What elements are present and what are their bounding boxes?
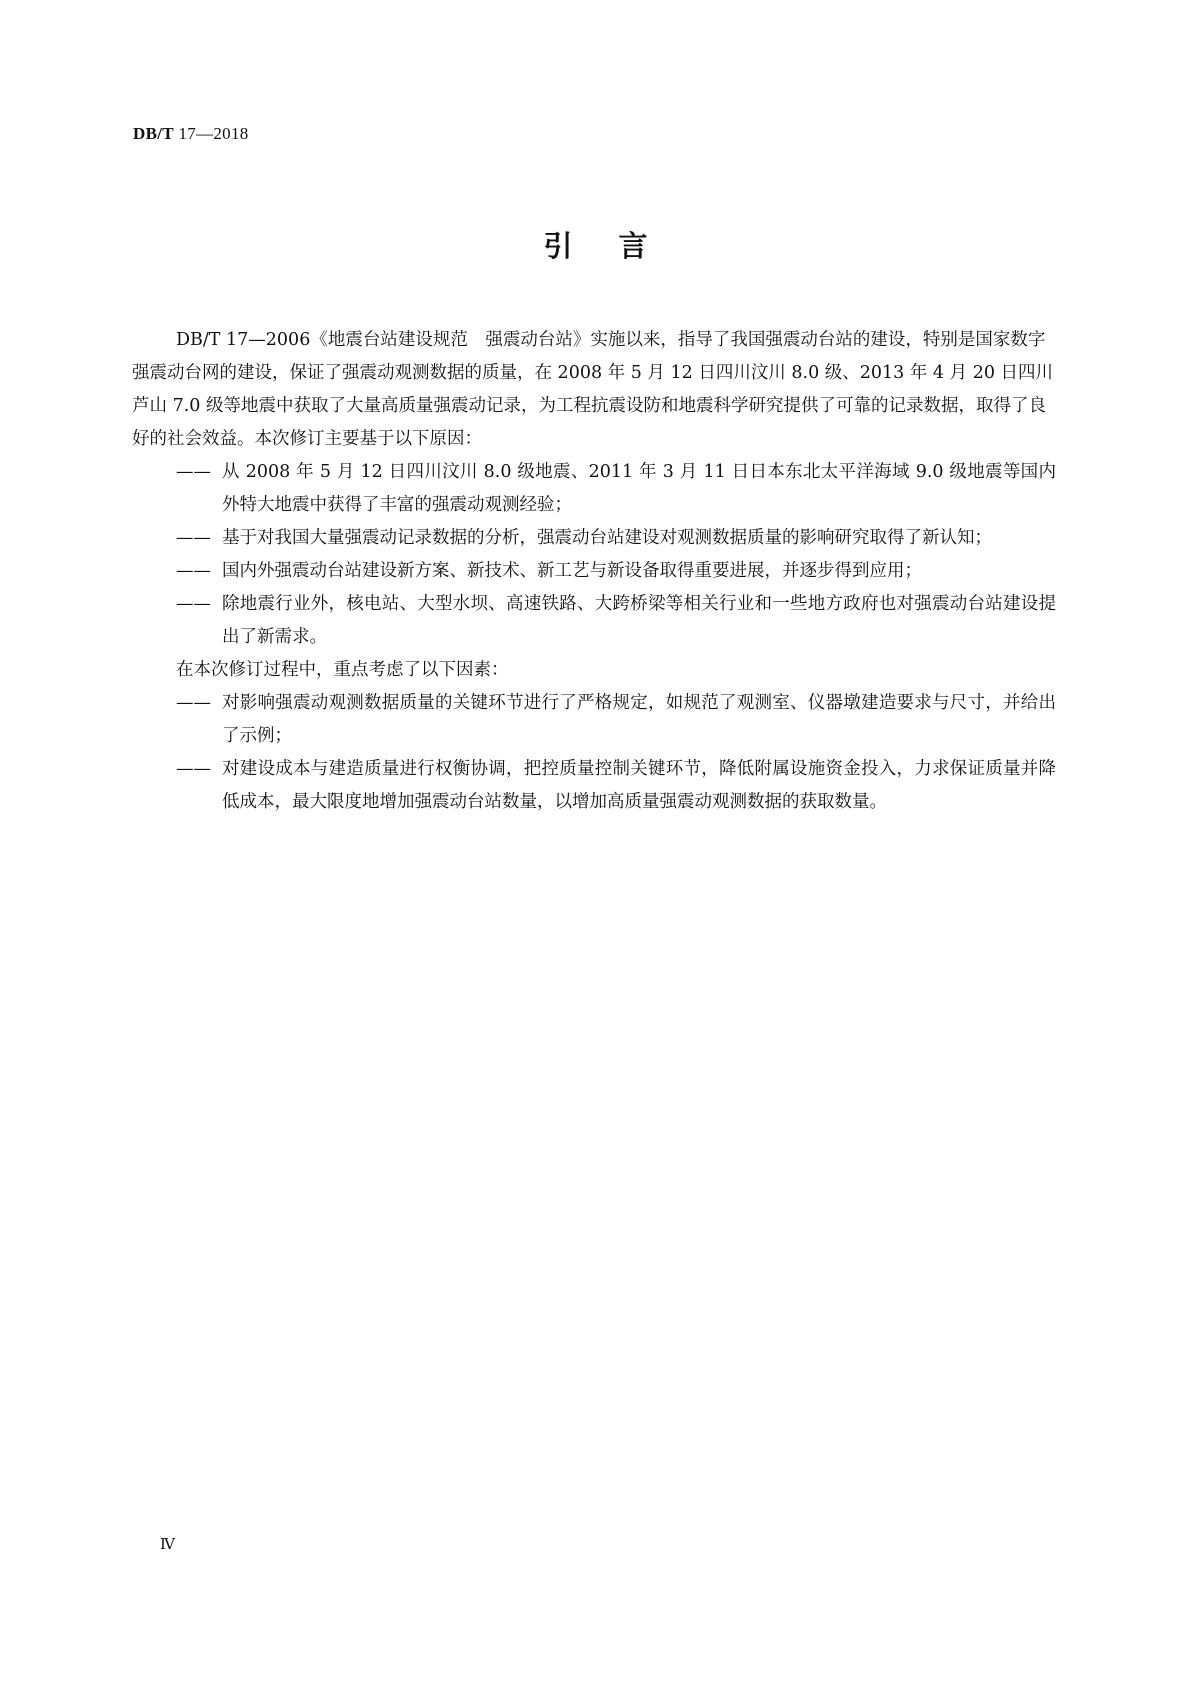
list-item: [176, 522, 1056, 555]
list-item-text: 对影响强震动观测数据质量的关键环节进行了严格规定，如规范了观测室、仪器墩建造要求与尺寸，并给出了示例；: [222, 693, 1056, 746]
list-item: [176, 687, 1056, 753]
list-item: [176, 753, 1056, 819]
dash-marker: ——: [176, 462, 211, 482]
reasons-list: [176, 456, 1056, 654]
page-title: 引言: [543, 229, 694, 263]
list-item: [176, 588, 1056, 654]
dash-marker: ——: [176, 759, 211, 779]
document-body: [132, 324, 1056, 819]
list-item: [176, 555, 1056, 588]
list-item: [176, 456, 1056, 522]
list-item-text: 从 2008 年 5 月 12 日四川汶川 8.0 级地震、2011 年 3 月 11 日日本东北太平洋海域 9.0 级地震等国内外特大地震中获得了丰富的强震动观测经验；: [222, 462, 1056, 515]
factors-intro: 在本次修订过程中，重点考虑了以下因素：: [176, 660, 509, 680]
dash-marker: ——: [176, 693, 211, 713]
list-item-text: 国内外强震动台站建设新方案、新技术、新工艺与新设备取得重要进展，并逐步得到应用；: [222, 561, 922, 581]
list-item-text: 除地震行业外，核电站、大型水坝、高速铁路、大跨桥梁等相关行业和一些地方政府也对强震动台站建设提出了新需求。: [222, 594, 1056, 647]
factors-list: [176, 687, 1056, 819]
list-item-text: 基于对我国大量强震动记录数据的分析，强震动台站建设对观测数据质量的影响研究取得了新认知；: [222, 528, 992, 548]
standard-code-prefix: DB/T: [133, 124, 174, 143]
standard-code-header: [133, 124, 249, 144]
list-item-text: 对建设成本与建造质量进行权衡协调，把控质量控制关键环节，降低附属设施资金投入，力求保证质量并降低成本，最大限度地增加强震动台站数量，以增加高质量强震动观测数据的获取数量。: [222, 759, 1056, 812]
intro-paragraph: DB/T 17—2006《地震台站建设规范 强震动台站》实施以来，指导了我国强震动台站的建设，特别是国家数字强震动台网的建设，保证了强震动观测数据的质量，在 2008 年 5 月 12 日四川汶川 8.0 级、2013 年 4 月 20 日四川芦山 7.0 级等地震中获取了大量高质量强震动记录，为工程抗震设防和地震科学研究提供了可靠的记录数据，取得了良好的社会效益。本次修订主要基于以下原因：: [132, 330, 1054, 449]
dash-marker: ——: [176, 594, 211, 614]
standard-code-number: 17—2018: [178, 124, 249, 143]
dash-marker: ——: [176, 528, 211, 548]
page-number: Ⅳ: [160, 1537, 175, 1553]
dash-marker: ——: [176, 561, 211, 581]
